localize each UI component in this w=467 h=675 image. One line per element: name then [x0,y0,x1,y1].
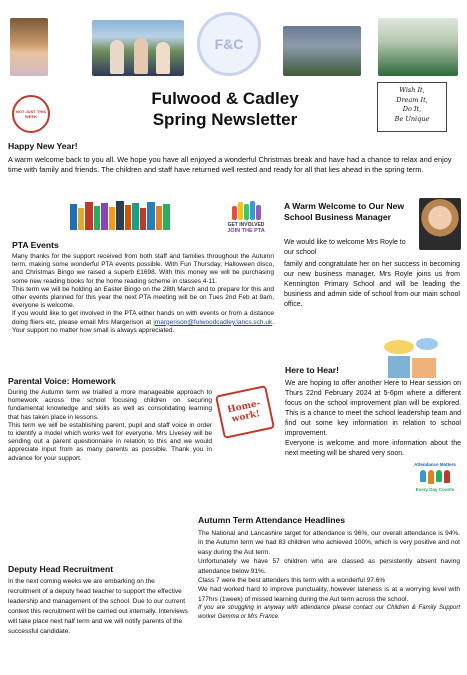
photo-children-3 [283,26,361,76]
parental-voice-paragraph-1: During the Autumn term we trialled a more manageable approach to homework across the school focusing children on securing fundamental knowledge and skills as well as consolidating learning that has taken place in lessons. [8,389,212,421]
portrait-photo [419,198,461,250]
attendance-paragraph-2: Unfortunately we have 57 children who are classed as persistently absent having attendance below 91%. [198,558,460,575]
pta-paragraph-3-text: If you would like to get involved in the PTA either hands on with events or from a distance doing fliers etc, please email Mrs Margerison at [12,310,274,326]
deputy-head-heading: Deputy Head Recruitment [8,564,114,574]
parental-voice-paragraph-2: This term we will be establishing parent, pupil and staff voice in order to identify a model which works well for everyone. Mrs Livesey will be sending out a parent questionnaire in relation to this and we would appreciate input from as many parents as possible. Thank you in advance for your support. [8,421,212,462]
business-manager-body-b: family and congratulate her on her success in becoming our new business manager. Mrs Royle joins us from Kennington Primary School and will be leading the business and admin side of school from our main school office. [284,261,460,308]
page-title [118,88,332,130]
here-to-hear-image [378,336,444,380]
photo-children-1 [10,18,48,76]
pta-badge-line1: GET INVOLVED [227,222,265,228]
crest-text: F&C [214,36,244,52]
business-manager-body-a: We would like to welcome Mrs Royle to our school [284,239,406,256]
hands-icon [222,200,270,220]
here-to-hear-paragraph-2: Everyone is welcome and more information about the next meeting will be shared very soon. [285,440,461,457]
pta-badge [222,200,270,238]
motto-line: Be Unique [394,114,430,123]
pta-body [12,253,274,335]
intro-heading: Happy New Year! [8,141,78,151]
parental-voice-body [8,389,212,463]
people-icon [410,470,460,484]
motto-line: Dream It, [396,95,428,104]
motto-line: Do It, [402,105,422,113]
attendance-paragraph-1: The National and Lancashire target for attendance is 96%, our overall attendance is 94%. In the Autumn term we had 83 children who achieved 100%, which is very positive and not easy during the Aut term. [198,530,460,556]
here-to-hear-heading: Here to Hear! [285,365,339,375]
homework-sticker [215,385,275,439]
homework-sticker-text: Home-work! [226,398,262,425]
attendance-badge [410,462,460,506]
motto-box [377,82,447,132]
parental-voice-heading: Parental Voice: Homework [8,376,116,386]
here-to-hear-body [285,379,461,459]
pta-paragraph-3-end: . Your support no matter how small is always appreciated. [12,318,274,334]
here-to-hear-paragraph-1: We are hoping to offer another Here to Hear session on Thurs 22nd February 2024 at 5-6pm where a different focus on the school improvement plan will be explored. This is a chance to meet the school leadership team and find out some key information in relation to school improvement. [285,380,461,437]
school-crest [197,12,261,76]
attendance-badge-line2: Every Day Counts [415,487,455,492]
business-manager-heading: A Warm Welcome to Our New School Business Manager [284,201,405,222]
title-line-2: Spring Newsletter [152,110,298,129]
pta-email-link[interactable]: jmargerison@fulwoodcadley.lancs.sch.uk [153,318,273,326]
pta-paragraph-1: Many thanks for the support received from both staff and families throughout the Autumn term, making some wonderful PTA events possible. With Fun Thursday, Halloween disco, and Christmas Bingo we raised a superb £1698. With this money we will be purchasing some new reading books for the home reading scheme in classes 4-11. [12,253,274,285]
attendance-body [198,529,460,621]
photo-children-4 [378,18,458,76]
attendance-paragraph-4: We had worked hard to improve punctuality, however lateness is at a worrying level with 177hrs (1week) of missed learning during the Aut term across the school. [198,586,460,603]
pta-heading: PTA Events [12,240,59,250]
title-line-1: Fulwood & Cadley [151,89,299,108]
books-image [70,200,172,230]
attendance-paragraph-3: Class 7 were the best attenders this term with a wonderful 97.6% [198,577,386,585]
photo-children-2 [92,20,184,76]
stamp-logo [12,95,50,133]
motto-line: Wish It, [399,86,425,94]
pta-paragraph-3 [12,310,274,335]
attendance-heading: Autumn Term Attendance Headlines [198,515,346,525]
stamp-text: NOT JUST THIS WEEK [15,109,46,119]
attendance-badge-line1: Attendance Matters [414,462,456,467]
deputy-head-body: In the next coming weeks we are embarking on the recruitment of a deputy head teacher to support the effective leadership and management of the school. Due to our current context this recruitment will be carried out internally. Interviews will take place next half term and we will notify parents of the successful candidate. [8,578,188,635]
pta-badge-line2: JOIN THE PTA [227,228,265,234]
intro-body: A warm welcome back to you all. We hope you have all enjoyed a wonderful Christmas break and have had a chance to relax and enjoy time with family and friends. The children and staff have returned well rested and ready for all that lies ahead in the spring term. [8,155,452,174]
pta-paragraph-2: This term we will be holding an Easter Bingo on the 28th March and to prepare for this and other events planned for this year the next PTA meeting will be on Tues 2nd Feb at 9am, everyone is welcome. [12,285,274,310]
attendance-note: If you are struggling in anyway with attendance please contact our Children & Family Support worker Gemma or Mrs France. [198,605,460,620]
